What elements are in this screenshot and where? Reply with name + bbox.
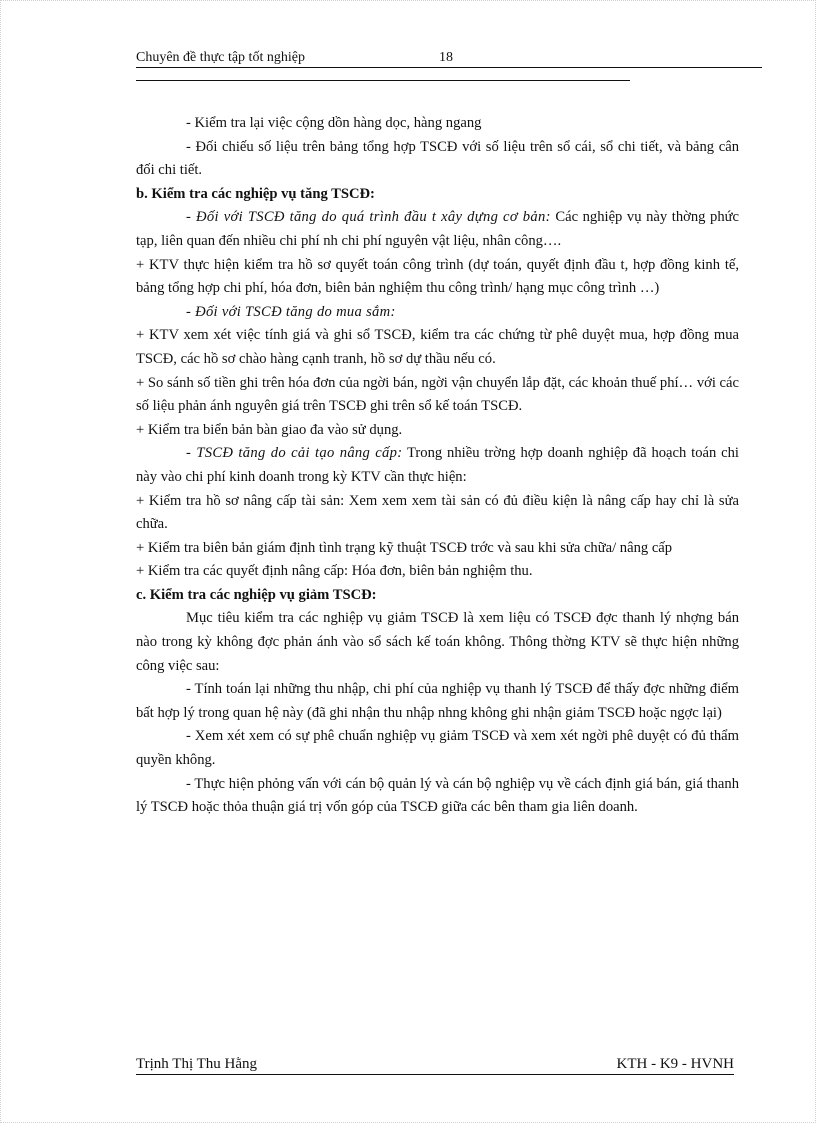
footer-class-code: KTH - K9 - HVNH bbox=[616, 1056, 734, 1072]
paragraph: + KTV thực hiện kiểm tra hồ sơ quyết toán công trình (dự toán, quyết định đầu t, hợp đồng kinh tế, bảng tổng hợp chi phí, hóa đơn, biên bản nghiệm thu công trình/ hạng mục công trình …) bbox=[136, 256, 739, 297]
page-number: 18 bbox=[439, 50, 453, 65]
paragraph: + So sánh số tiền ghi trên hóa đơn của ngời bán, ngời vận chuyển lắp đặt, các khoản thuế phí… với các số liệu phản ánh nguyên giá trên TSCĐ ghi trên sổ kế toán TSCĐ. bbox=[136, 374, 739, 415]
paragraph-text: Các nghiệp vụ này thờng phức tạp, liên quan đến nhiều chi phí nh chi phí nguyên vật liệu, nhân công…. bbox=[136, 209, 740, 249]
italic-subheading: - Đối với TSCĐ tăng do quá trình đầu t xây dựng cơ bản: bbox=[186, 209, 551, 226]
section-heading-b: b. Kiểm tra các nghiệp vụ tăng TSCĐ: bbox=[136, 185, 375, 202]
paragraph: + Kiểm tra hồ sơ nâng cấp tài sản: Xem xem xem tài sản có đủ điều kiện là nâng cấp hay chỉ là sửa chữa. bbox=[136, 492, 739, 533]
paragraph bbox=[136, 206, 739, 253]
paragraph: - Tính toán lại những thu nhập, chi phí của nghiệp vụ thanh lý TSCĐ để thấy đợc những điểm bất hợp lý trong quan hệ này (đã ghi nhận thu nhập nhng không ghi nhận giảm TSCĐ hoặc ngợc lại) bbox=[136, 681, 739, 721]
paragraph-text: Trong nhiều trờng hợp doanh nghiệp đã hoạch toán chi này vào chi phí kinh doanh trong kỳ KTV cần thực hiện: bbox=[136, 445, 739, 485]
header-rule bbox=[136, 67, 762, 68]
paragraph: - Xem xét xem có sự phê chuẩn nghiệp vụ giảm TSCĐ và xem xét ngời phê duyệt có đủ thẩm quyền không. bbox=[136, 728, 739, 769]
paragraph: + Kiểm tra các quyết định nâng cấp: Hóa đơn, biên bản nghiệm thu. bbox=[136, 563, 533, 580]
paragraph: + Kiểm tra biên bản giám định tình trạng kỹ thuật TSCĐ trớc và sau khi sửa chữa/ nâng cấp bbox=[136, 539, 673, 556]
paragraph: - Thực hiện phỏng vấn với cán bộ quản lý và cán bộ nghiệp vụ về cách định giá bán, giá thanh lý TSCĐ hoặc thỏa thuận giá trị vốn góp của TSCĐ giữa các bên tham gia liên doanh. bbox=[136, 775, 739, 816]
paragraph bbox=[136, 442, 739, 489]
section-heading-c: c. Kiểm tra các nghiệp vụ giảm TSCĐ: bbox=[136, 586, 377, 603]
paragraph bbox=[136, 301, 739, 325]
header-title: Chuyên đề thực tập tốt nghiệp bbox=[136, 50, 305, 65]
italic-subheading: - TSCĐ tăng do cải tạo nâng cấp: bbox=[186, 445, 403, 462]
paragraph: + Kiểm tra biển bản bàn giao đa vào sử dụng. bbox=[136, 421, 403, 438]
footer-rule bbox=[136, 1074, 734, 1075]
footer-author: Trịnh Thị Thu Hằng bbox=[136, 1056, 257, 1072]
page-footer bbox=[136, 1056, 734, 1076]
italic-subheading: - Đối với TSCĐ tăng do mua sắm: bbox=[186, 303, 396, 320]
header-rule-secondary bbox=[136, 80, 630, 81]
document-body bbox=[136, 112, 739, 820]
paragraph: + KTV xem xét việc tính giá và ghi sổ TSCĐ, kiểm tra các chứng từ phê duyệt mua, hợp đồng mua TSCĐ, các hồ sơ chào hàng cạnh tranh, hồ sơ dự thầu nếu có. bbox=[136, 327, 739, 367]
page-header bbox=[136, 48, 762, 68]
paragraph: Mục tiêu kiểm tra các nghiệp vụ giảm TSCĐ là xem liệu có TSCĐ đợc thanh lý nhợng bán nào trong kỳ không đợc phản ánh vào sổ sách kế toán không. Thông thờng KTV sẽ thực hiện những công việc sau: bbox=[136, 610, 739, 674]
paragraph: - Kiểm tra lại việc cộng dồn hàng dọc, hàng ngang bbox=[186, 115, 482, 131]
paragraph: - Đối chiếu số liệu trên bảng tổng hợp TSCĐ với số liệu trên sổ cái, sổ chi tiết, và bảng cân đối chi tiết. bbox=[136, 138, 739, 179]
